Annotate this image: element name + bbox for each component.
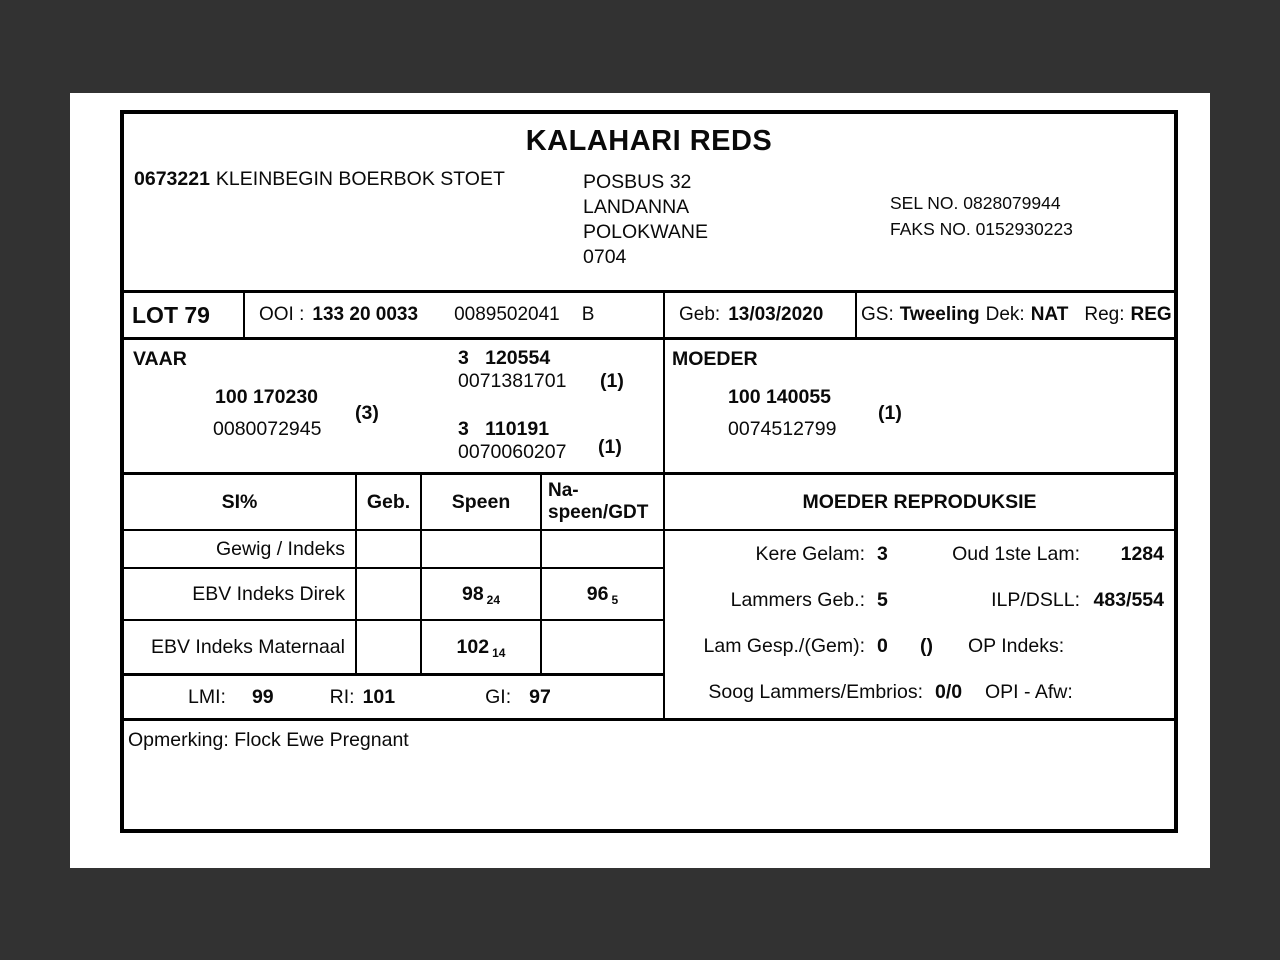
summary-indexes-row [124, 673, 663, 718]
dam-id: 100 140055 [728, 386, 832, 408]
lot-info-row [124, 293, 1174, 340]
address-line-1: POSBUS 32 [583, 171, 692, 193]
soog-lammers-label: Soog Lammers/Embrios: [708, 680, 923, 703]
lot-number-cell [124, 293, 245, 337]
speen-accuracy: 24 [486, 593, 501, 607]
gs-label: GS: [861, 304, 894, 325]
dek-label: Dek: [985, 304, 1025, 325]
lammers-geb-label: Lammers Geb.: [730, 588, 865, 611]
ebv-row-label: EBV Indeks Maternaal [124, 621, 357, 673]
ebv-panel [124, 475, 665, 718]
cell-phone-line: SEL NO. 0828079944 [890, 193, 1061, 213]
remark-label: Opmerking: [128, 729, 229, 751]
geb-date: 13/03/2020 [728, 304, 824, 325]
address-line-3: POLOKWANE [583, 221, 708, 243]
speen-accuracy: 14 [492, 646, 506, 660]
ebv-col-naspeen: Na-speen/GDT [542, 475, 663, 531]
document-sheet [70, 93, 1210, 868]
stud-name: KLEINBEGIN BOERBOK STOET [215, 168, 505, 190]
grandsire2-registration: 0070060207 [458, 441, 567, 463]
lam-gesp-gem-value: () [920, 634, 933, 657]
grandsire1-registration: 0071381701 [458, 370, 567, 392]
lmi-label: LMI: [188, 685, 226, 708]
oud-1ste-lam-label: Oud 1ste Lam: [952, 542, 1080, 565]
lot-number: LOT 79 [132, 301, 210, 328]
ooi-registration: 0089502041 [454, 304, 560, 325]
sire-heading: VAAR [133, 348, 187, 370]
op-indeks-label: OP Indeks: [968, 634, 1065, 657]
stud-number: 0673221 [134, 168, 210, 190]
contact-block [890, 190, 1073, 242]
ebv-cell-naspeen [542, 569, 663, 621]
gi-value: 97 [529, 685, 551, 708]
gs-value: Tweeling [899, 304, 980, 325]
lam-gesp-value: 0 [877, 634, 888, 657]
status-cell [857, 293, 1174, 337]
ebv-row-label: EBV Indeks Direk [124, 569, 357, 621]
ebv-cell-geb [357, 621, 422, 673]
ooi-label: OOI : [259, 304, 305, 325]
dek-value: NAT [1030, 304, 1069, 325]
oud-1ste-lam-value: 1284 [1120, 542, 1164, 565]
remark-section [124, 721, 1174, 829]
reproduction-row [665, 531, 1174, 577]
ebv-cell-geb [357, 531, 422, 569]
naspeen-value: 96 [586, 582, 609, 605]
ri-value: 101 [362, 685, 396, 708]
address-block [583, 170, 708, 270]
grandsire1-note: (1) [600, 370, 624, 392]
lmi-value: 99 [251, 685, 274, 708]
auction-lot-card [120, 110, 1178, 833]
pedigree-section [124, 340, 1174, 475]
gi-label: GI: [485, 685, 512, 708]
dam-heading: MOEDER [672, 348, 758, 370]
ilp-dsll-value: 483/554 [1093, 588, 1164, 611]
ebv-table [124, 475, 663, 673]
remark-text: Flock Ewe Pregnant [234, 729, 409, 751]
ewe-id-cell [245, 293, 665, 337]
indexes-section [124, 475, 1174, 721]
kere-gelam-label: Kere Gelam: [755, 542, 865, 565]
reproduction-heading: MOEDER REPRODUKSIE [665, 475, 1174, 531]
ebv-col-geb: Geb. [357, 475, 422, 531]
ebv-col-speen: Speen [422, 475, 542, 531]
kere-gelam-value: 3 [877, 542, 888, 565]
address-line-2: LANDANNA [583, 196, 690, 218]
grandsire2-id: 3 110191 [458, 418, 550, 440]
sire-id: 100 170230 [215, 386, 319, 408]
ooi-number: 133 20 0033 [312, 304, 419, 325]
ebv-cell-speen [422, 621, 542, 673]
reproduction-row [665, 669, 1174, 715]
opi-afw-label: OPI - Afw: [985, 680, 1073, 703]
speen-value: 98 [461, 582, 484, 605]
ilp-dsll-label: ILP/DSLL: [991, 588, 1080, 611]
geb-label: Geb: [679, 304, 721, 325]
reproduction-row [665, 577, 1174, 623]
lammers-geb-value: 5 [877, 588, 888, 611]
grandsire2-note: (1) [598, 436, 622, 458]
sire-panel [124, 340, 665, 472]
soog-lammers-value: 0/0 [935, 680, 963, 703]
ebv-cell-naspeen [542, 621, 663, 673]
ebv-col-si: SI% [124, 475, 357, 531]
reproduction-row [665, 623, 1174, 669]
ebv-row-label: Gewig / Indeks [124, 531, 357, 569]
reg-label: Reg: [1084, 304, 1125, 325]
speen-value: 102 [456, 635, 490, 658]
ebv-cell-speen [422, 531, 542, 569]
ebv-cell-naspeen [542, 531, 663, 569]
birthdate-cell [665, 293, 857, 337]
ooi-suffix: B [581, 304, 595, 325]
sire-note: (3) [355, 402, 379, 424]
breed-title: KALAHARI REDS [525, 125, 773, 157]
dam-registration: 0074512799 [728, 418, 837, 440]
naspeen-accuracy: 5 [611, 593, 619, 607]
reg-value: REG [1130, 304, 1172, 325]
lam-gesp-label: Lam Gesp./(Gem): [703, 634, 865, 657]
stud-line [134, 168, 505, 191]
address-line-4: 0704 [583, 246, 627, 268]
ebv-cell-geb [357, 569, 422, 621]
dam-note: (1) [878, 402, 902, 424]
reproduction-panel [665, 475, 1174, 718]
fax-line: FAKS NO. 0152930223 [890, 219, 1073, 239]
card-header [124, 114, 1174, 293]
ebv-cell-speen [422, 569, 542, 621]
sire-registration: 0080072945 [213, 418, 322, 440]
ri-label: RI: [329, 685, 355, 708]
grandsire1-id: 3 120554 [458, 347, 551, 369]
dam-panel [665, 340, 1174, 472]
